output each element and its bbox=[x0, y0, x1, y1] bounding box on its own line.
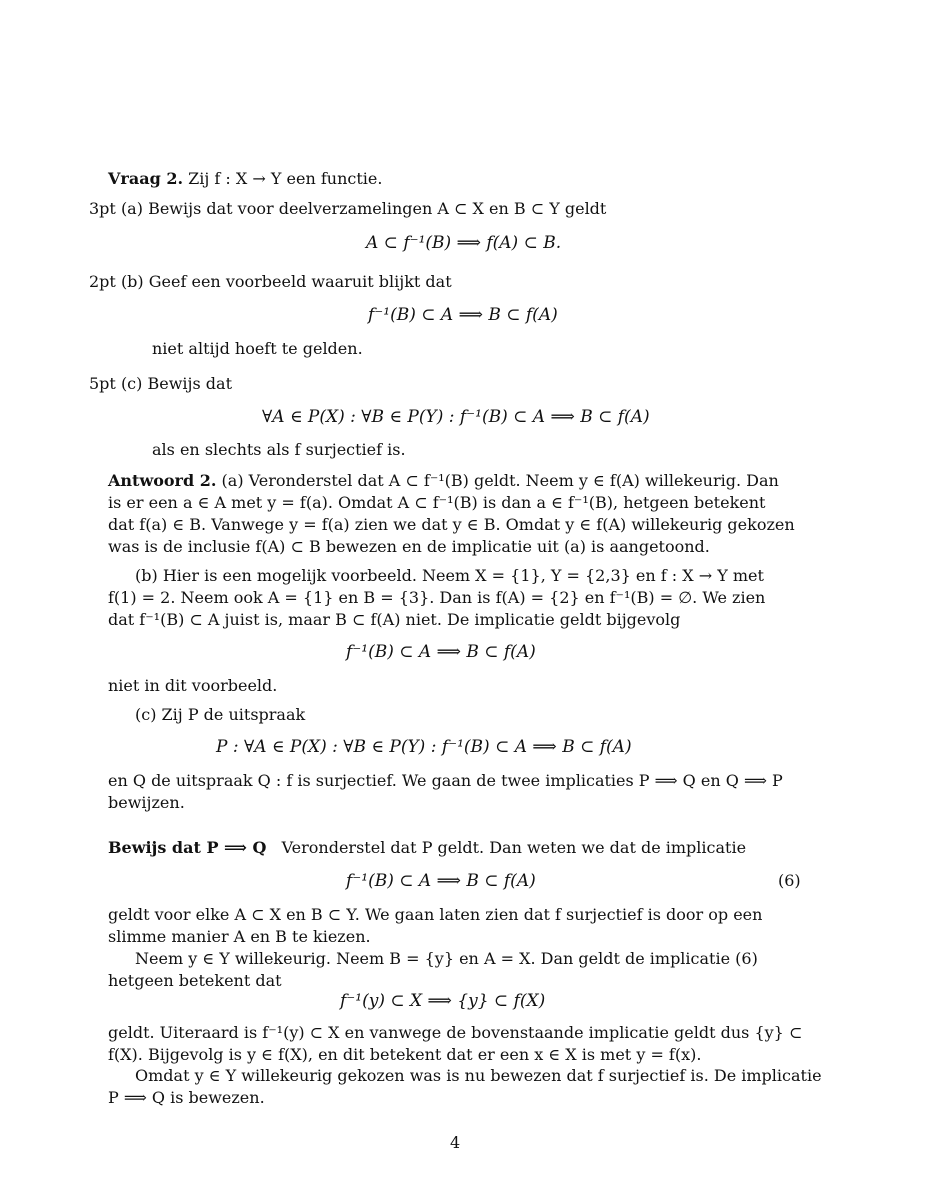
answer-line-4: was is de inclusie f(A) ⊂ B bewezen en de implicatie uit (a) is aangetoond. bbox=[108, 537, 710, 556]
answer-c-line-1: (c) Zij P de uitspraak bbox=[135, 705, 306, 724]
answer-line-3: dat f(a) ∈ B. Vanwege y = f(a) zien we dat y ∈ B. Omdat y ∈ f(A) willekeurig gekozen bbox=[108, 515, 795, 534]
answer-c-line-2: en Q de uitspraak Q : f is surjectief. We gaan de twee implicaties P ⟹ Q en Q ⟹ P bbox=[108, 771, 783, 790]
proof-line-8: Omdat y ∈ Y willekeurig gekozen was is nu bewezen dat f surjectief is. De implicatie bbox=[135, 1066, 822, 1085]
equation-6: f⁻¹(B) ⊂ A ⟹ B ⊂ f(A) bbox=[346, 871, 536, 891]
part-b-line bbox=[89, 271, 452, 293]
answer-b-line-4: niet in dit voorbeeld. bbox=[108, 676, 278, 695]
part-c-equation: ∀A ∈ P(X) : ∀B ∈ P(Y) : f⁻¹(B) ⊂ A ⟹ B ⊂ f(A) bbox=[262, 407, 650, 427]
part-c-after: als en slechts als f surjectief is. bbox=[152, 440, 406, 459]
part-a-line bbox=[89, 198, 606, 220]
answer-c-equation: P : ∀A ∈ P(X) : ∀B ∈ P(Y) : f⁻¹(B) ⊂ A ⟹ B ⊂ f(A) bbox=[216, 737, 632, 757]
answer-line-1: Antwoord 2. (a) Veronderstel dat A ⊂ f⁻¹(B) geldt. Neem y ∈ f(A) willekeurig. Dan bbox=[108, 471, 779, 490]
part-a-text: Bewijs dat voor deelverzamelingen A ⊂ X en B ⊂ Y geldt bbox=[148, 199, 607, 218]
part-b-after: niet altijd hoeft te gelden. bbox=[152, 339, 363, 358]
question-heading-line bbox=[108, 168, 382, 190]
part-c-text: Bewijs dat bbox=[147, 374, 232, 393]
proof-line-4: Neem y ∈ Y willekeurig. Neem B = {y} en A = X. Dan geldt de implicatie (6) bbox=[135, 949, 758, 968]
proof-line-2: geldt voor elke A ⊂ X en B ⊂ Y. We gaan laten zien dat f surjectief is door op een bbox=[108, 905, 763, 924]
proof-line-3: slimme manier A en B te kiezen. bbox=[108, 927, 371, 946]
answer-c-line-3: bewijzen. bbox=[108, 793, 185, 812]
part-b-text: Geef een voorbeeld waaruit blijkt dat bbox=[148, 272, 452, 291]
answer-title: Antwoord 2. bbox=[108, 471, 217, 490]
answer-b-line-3: dat f⁻¹(B) ⊂ A juist is, maar B ⊂ f(A) niet. De implicatie geldt bijgevolg bbox=[108, 610, 681, 629]
page-number: 4 bbox=[450, 1133, 461, 1152]
proof-line-6: geldt. Uiteraard is f⁻¹(y) ⊂ X en vanwege de bovenstaande implicatie geldt dus {y} ⊂ bbox=[108, 1023, 803, 1042]
answer-b-equation: f⁻¹(B) ⊂ A ⟹ B ⊂ f(A) bbox=[346, 642, 536, 662]
part-c-points: 5pt (c) bbox=[89, 374, 143, 393]
proof-line-7: f(X). Bijgevolg is y ∈ f(X), en dit betekent dat er een x ∈ X is met y = f(x). bbox=[108, 1045, 702, 1064]
question-title: Vraag 2. bbox=[108, 169, 184, 188]
part-a-points: 3pt (a) bbox=[89, 199, 143, 218]
question-intro: Zij f : X → Y een functie. bbox=[188, 169, 383, 188]
part-b-points: 2pt (b) bbox=[89, 272, 144, 291]
equation-6-number: (6) bbox=[778, 871, 801, 890]
proof-line-9: P ⟹ Q is bewezen. bbox=[108, 1088, 265, 1107]
proof-heading-line: Bewijs dat P ⟹ Q Veronderstel dat P geldt. Dan weten we dat de implicatie bbox=[108, 838, 747, 857]
part-b-equation: f⁻¹(B) ⊂ A ⟹ B ⊂ f(A) bbox=[368, 305, 558, 325]
part-c-line bbox=[89, 373, 232, 395]
proof-equation-2: f⁻¹(y) ⊂ X ⟹ {y} ⊂ f(X) bbox=[340, 991, 546, 1011]
proof-line-5: hetgeen betekent dat bbox=[108, 971, 282, 990]
part-a-equation: A ⊂ f⁻¹(B) ⟹ f(A) ⊂ B. bbox=[366, 233, 562, 253]
answer-b-line-2: f(1) = 2. Neem ook A = {1} en B = {3}. Dan is f(A) = {2} en f⁻¹(B) = ∅. We zien bbox=[108, 588, 766, 607]
answer-b-line-1: (b) Hier is een mogelijk voorbeeld. Neem X = {1}, Y = {2,3} en f : X → Y met bbox=[135, 566, 764, 585]
proof-title: Bewijs dat P ⟹ Q bbox=[108, 838, 267, 857]
answer-line-2: is er een a ∈ A met y = f(a). Omdat A ⊂ f⁻¹(B) is dan a ∈ f⁻¹(B), hetgeen betekent bbox=[108, 493, 766, 512]
